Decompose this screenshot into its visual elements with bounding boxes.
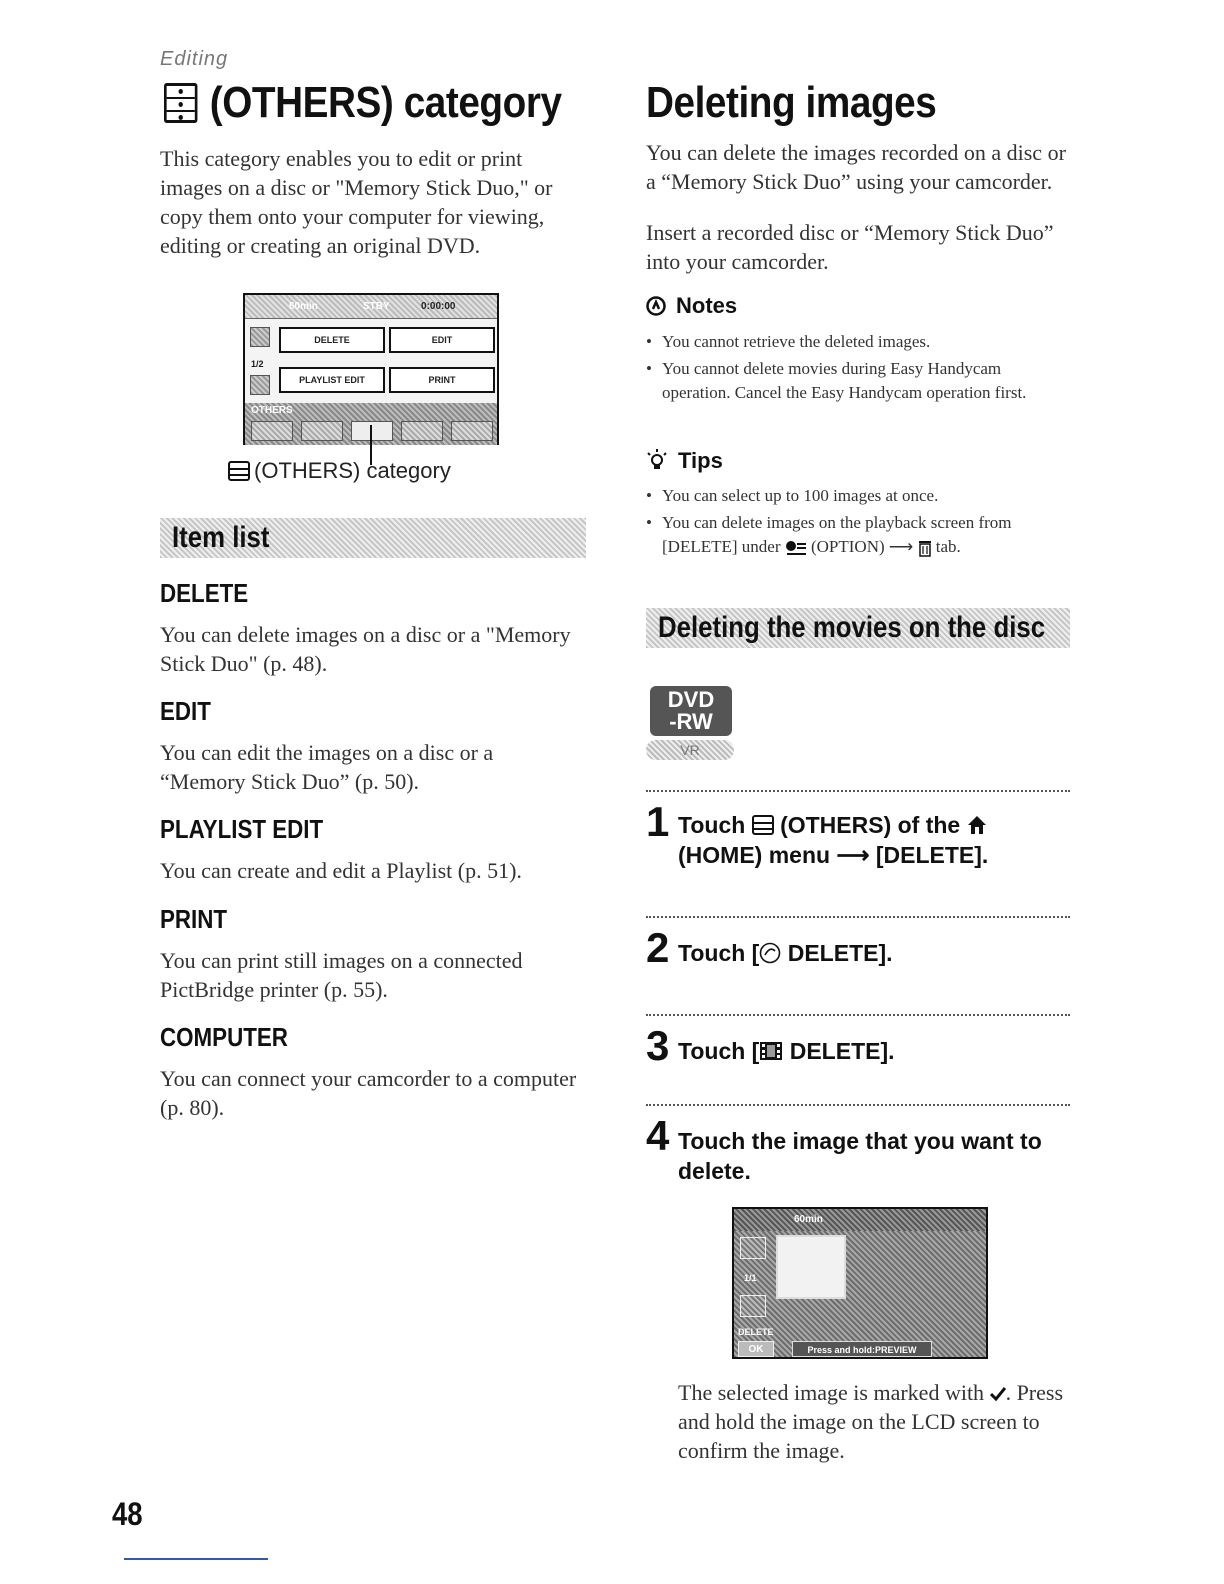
delete-select-screen [732,1207,988,1359]
step-1-text [678,810,1068,870]
step-3-part: DELETE]. [789,1038,895,1064]
step-1-part: Touch [678,812,746,838]
tip-item [646,511,1070,559]
others-icon [228,461,250,481]
deleting-movies-title: Deleting the movies on the disc [658,611,1046,644]
screen-delete-label: DELETE [738,1327,774,1337]
after-text-part: . [1005,1380,1012,1405]
step-2-part: DELETE]. [787,940,893,966]
badge-line-1: DVD [667,687,715,712]
item-text-edit: You can edit the images on a disc or a “Memory Stick Duo” (p. 50). [160,740,494,794]
scroll-down-icon [740,1295,766,1317]
notes-title: Notes [676,293,738,318]
item-head-edit: EDIT [160,696,211,726]
tip2-text-b: (OPTION) [810,537,885,556]
step-3-text [678,1036,1068,1066]
step-4-text: Touch the image that you want to delete. [678,1128,1042,1184]
screen-remaining: 60min [794,1214,823,1225]
deleting-movies-banner [646,608,1070,648]
screen-page: 1/1 [744,1273,757,1283]
item-text-delete: You can delete images on a disc or a "Memory Stick Duo" (p. 48). [160,622,571,676]
step-2-number: 2 [646,924,670,971]
option-icon [785,540,807,556]
lightbulb-icon [646,449,668,473]
tips-title: Tips [678,448,723,473]
category-tab [451,421,493,441]
badge-line-2: -RW [669,709,713,734]
step-1-part: [DELETE]. [875,842,989,868]
scroll-up-icon [740,1237,766,1259]
item-list-banner [160,518,586,558]
right-title: Deleting images [646,78,937,127]
category-tab-others [351,421,393,441]
screen-status-bar [734,1209,986,1231]
after-text-part: Press and hold the image on the LCD screen to confirm the image. [678,1380,1064,1463]
screen-status-bar [245,295,497,319]
item-text-playlist: You can create and edit a Playlist (p. 51). [160,858,522,883]
home-icon [967,815,987,835]
step-3-part: Touch [ [678,1038,760,1064]
screen-ok-button: OK [738,1341,774,1357]
category-tab [401,421,443,441]
step-4-number: 4 [646,1112,670,1159]
step-divider [646,1104,1070,1106]
trash-icon [918,539,932,557]
image-thumbnail [776,1235,846,1299]
delete-circle-icon [759,942,781,964]
section-tag: Editing [160,48,229,70]
others-menu-screen [243,293,499,445]
tip-item: • You can select up to 100 images at once. [646,484,1070,508]
tips-heading [646,448,723,474]
callout-label [228,458,451,484]
item-head-playlist: PLAYLIST EDIT [160,814,324,844]
right-intro-1: You can delete the images recorded on a disc or a “Memory Stick Duo” using your camcorder. [646,140,1066,194]
screen-hint: Press and hold:PREVIEW [792,1341,932,1357]
step-2-text [678,938,1068,968]
item-text-computer: You can connect your camcorder to a computer (p. 80). [160,1066,577,1120]
screen-mode: STBY [363,301,390,312]
note-item: • You cannot retrieve the deleted images. [646,330,1070,354]
screen-edit-button: EDIT [389,327,495,353]
notes-icon [646,296,666,316]
item-head-computer: COMPUTER [160,1022,288,1052]
item-list-title: Item list [172,521,270,554]
vr-badge: VR [646,740,734,760]
page-rule [124,1558,268,1560]
item-text-print: You can print still images on a connected PictBridge printer (p. 55). [160,948,523,1002]
screen-remaining: 60min [289,301,318,312]
dvd-rw-badge [650,686,732,736]
note-item: • You cannot delete movies during Easy Handycam operation. Cancel the Easy Handycam operation first. [646,357,1070,405]
screen-playlist-button: PLAYLIST EDIT [279,367,385,393]
step-divider [646,790,1070,792]
tip2-text-c: tab. [935,537,961,556]
screen-print-button: PRINT [389,367,495,393]
left-title-text: (OTHERS) category [209,78,562,127]
tip2-text-a: You can delete images on the playback screen from [DELETE] under [662,513,1012,556]
step-1-part: (OTHERS) of the [780,812,961,838]
step-divider [646,1014,1070,1016]
screen-category-label: OTHERS [251,405,293,416]
left-intro: This category enables you to edit or print images on a disc or "Memory Stick Duo," or copy them onto your computer for viewing, editing or creating an original DVD. [160,146,553,258]
step-1-part: (HOME) menu [678,842,831,868]
page-number: 48 [112,1496,143,1532]
after-text [678,1378,1068,1465]
step-3-number: 3 [646,1022,670,1069]
arrow-right-icon: ⟶ [836,842,870,868]
step-divider [646,916,1070,918]
notes-heading [646,293,737,319]
category-tab [251,421,293,441]
category-tab [301,421,343,441]
tips-list [646,484,1070,562]
scroll-down-icon [250,375,270,395]
item-head-print: PRINT [160,904,228,934]
step-2-part: Touch [ [678,940,760,966]
others-icon [164,83,197,123]
screen-counter: 0:00:00 [421,301,456,312]
film-icon [759,1040,783,1062]
step-1-number: 1 [646,798,670,845]
after-text-part: The selected image is marked with [678,1380,985,1405]
right-intro-2: Insert a recorded disc or “Memory Stick Duo” into your camcorder. [646,220,1054,274]
others-icon [752,815,774,835]
scroll-up-icon [250,327,270,347]
item-head-delete: DELETE [160,578,249,608]
arrow-right-icon: ⟶ [888,537,914,556]
left-title [164,78,562,128]
check-mark-icon [990,1386,1006,1402]
callout-text: (OTHERS) category [254,458,451,483]
notes-list [646,330,1070,408]
screen-page: 1/2 [251,359,264,369]
screen-delete-button: DELETE [279,327,385,353]
